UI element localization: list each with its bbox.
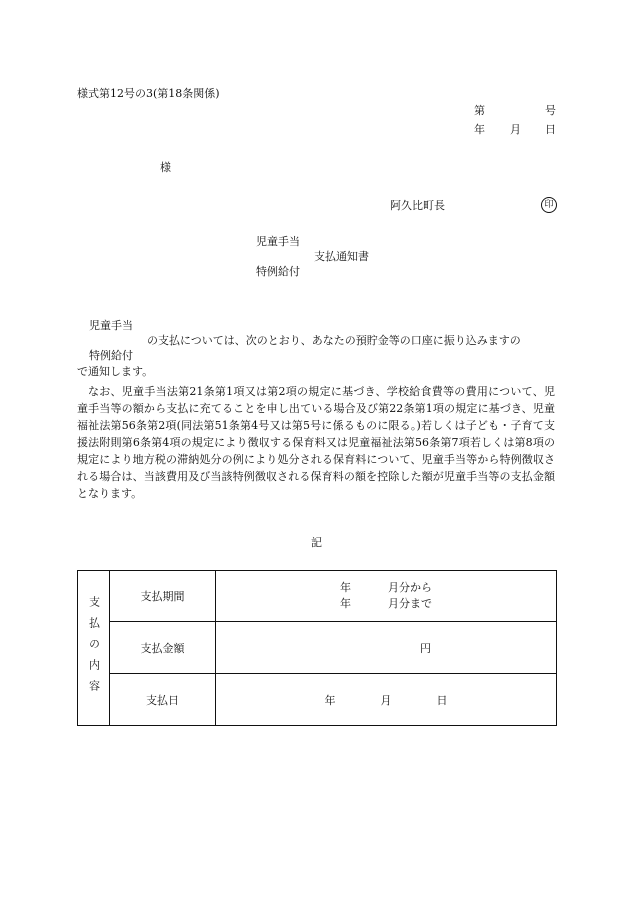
date-day-label: 日 [545, 123, 556, 136]
addressee-suffix: 様 [160, 161, 171, 174]
body-paragraph-2-text: なお、児童手当法第21条第1項又は第2項の規定に基づき、学校給食費等の費用について、児童手当等の額から支払に充てることを申し出ている場合及び第22条第1項の規定に基づき、児童福祉法第56条第2項(同法第51条第4号又は第5号に係るものに限る。)若しくは子ども・子育て支援法附則第6条第4項の規定により徴収する保育料又は児童福祉法第56条第7項若しくは第8項の規定により地方税の滞納処分の例により処分される保育料について、児童手当等から特例徴収される場合は、当該費用及び当該特例徴収される保育料の額を控除した額が児童手当等の支払金額となります。 [77, 385, 555, 500]
form-id: 様式第12号の3(第18条関係) [77, 87, 220, 100]
doc-number-prefix: 第 [474, 104, 485, 117]
body-line1: の支払については、次のとおり、あなたの預貯金等の口座に振り込みますの [147, 334, 521, 347]
seal-icon: 印 [541, 197, 557, 213]
amount-value [216, 622, 557, 674]
body-line2: で通知します。 [77, 365, 154, 378]
issuer-name: 阿久比町長 [390, 199, 445, 212]
period-from: 月分から [388, 581, 432, 594]
title-main: 支払通知書 [314, 250, 369, 263]
period-year-1: 年 [340, 581, 351, 594]
title-line1: 児童手当 [256, 235, 300, 248]
pay-date-year: 年 [324, 693, 336, 707]
pay-date-day: 日 [436, 693, 448, 707]
body-paragraph-2 [77, 383, 555, 502]
payment-side-label: 支払の内容 [87, 595, 101, 701]
body-option-bottom: 特例給付 [89, 349, 133, 362]
period-to: 月分まで [388, 597, 432, 610]
amount-label: 支払金額 [110, 622, 216, 674]
date-label: 支払日 [110, 674, 216, 726]
doc-number-suffix: 号 [545, 104, 556, 117]
date-value [216, 674, 557, 726]
period-value [216, 571, 557, 622]
period-year-2: 年 [340, 597, 351, 610]
pay-date-month: 月 [380, 693, 392, 707]
body-option-top: 児童手当 [89, 319, 133, 332]
date-month-label: 月 [510, 123, 521, 136]
amount-unit: 円 [420, 641, 431, 655]
payment-side-label-cell [78, 571, 110, 726]
seal-mark [541, 197, 557, 213]
ki-heading: 記 [311, 536, 322, 549]
date-year-label: 年 [474, 123, 485, 136]
payment-table [77, 570, 557, 726]
title-line2: 特例給付 [256, 265, 300, 278]
period-label: 支払期間 [110, 571, 216, 622]
